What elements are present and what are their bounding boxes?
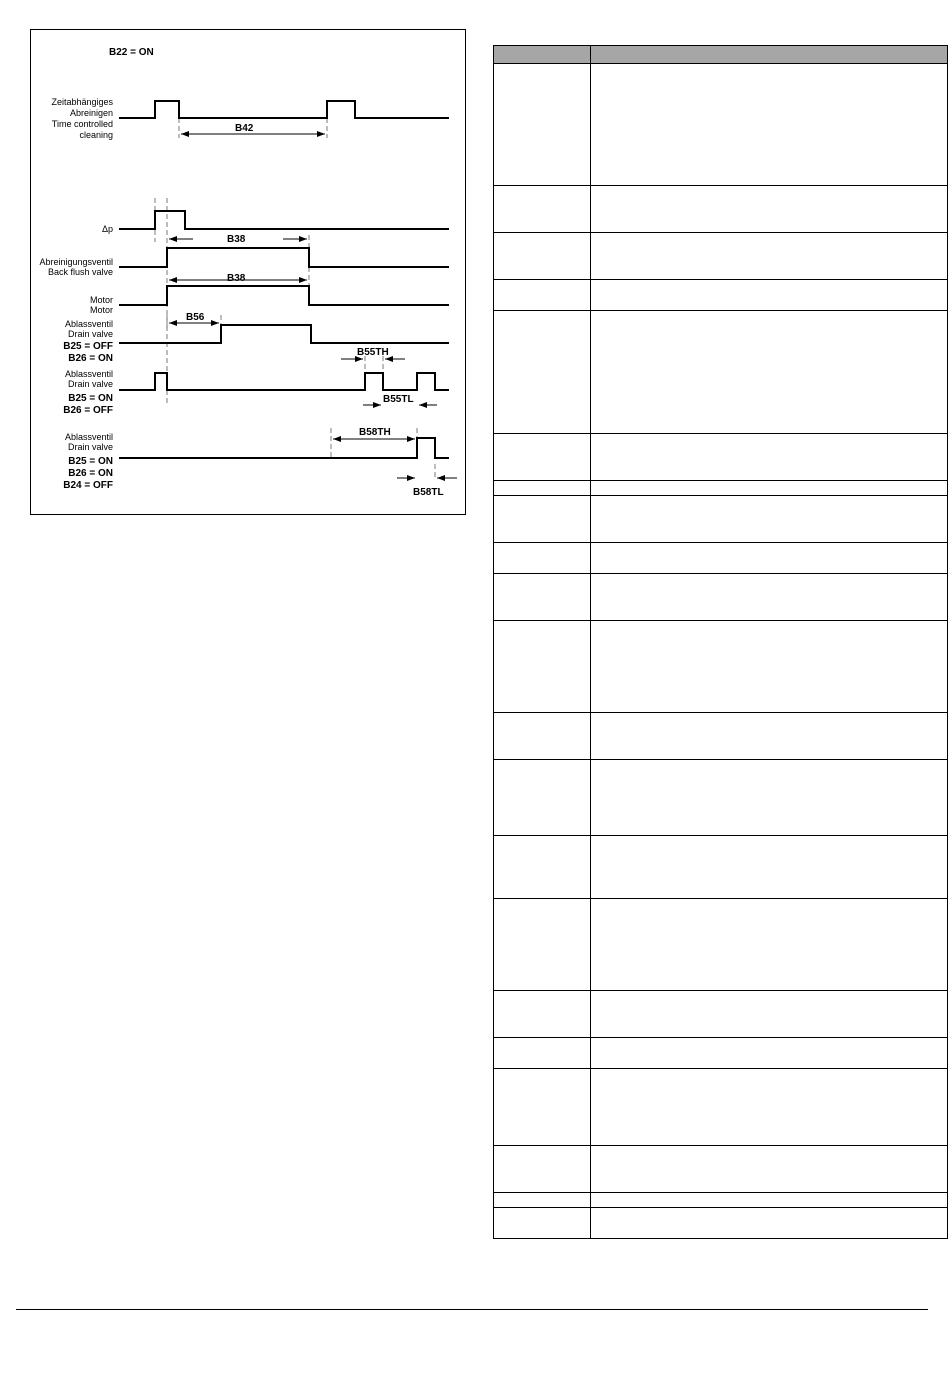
- dimension-label: B58TL: [413, 487, 444, 498]
- row-label-drain2: [63, 369, 113, 416]
- dimension-b38-motor: [169, 273, 307, 284]
- table-cell-param: [494, 543, 591, 574]
- arrow-right-icon: [317, 131, 325, 137]
- label-bold-line: B26 = OFF: [63, 405, 113, 416]
- table-cell-param: [494, 836, 591, 899]
- dimension-label: B58TH: [359, 427, 391, 438]
- dimension-label: B42: [235, 123, 254, 134]
- label-line: Motor: [89, 305, 113, 315]
- label-line: Time controlled: [51, 119, 113, 129]
- dimension-label: B38: [227, 234, 246, 245]
- table-cell-param: [494, 280, 591, 311]
- table-cell-param: [494, 760, 591, 836]
- row-label-motor: [90, 295, 113, 315]
- table-cell-param: [494, 311, 591, 434]
- dimension-b58tl: [397, 475, 457, 498]
- label-bold-line: B25 = OFF: [63, 341, 113, 352]
- table-cell-param: [494, 186, 591, 233]
- dimension-b42: [181, 123, 325, 137]
- row-label-backflush: [39, 257, 113, 277]
- table-cell-description: [591, 899, 948, 991]
- table-row: [494, 233, 948, 280]
- label-bold-line: B25 = ON: [68, 393, 113, 404]
- table-cell-param: [494, 621, 591, 713]
- label-line: Ablassventil: [64, 319, 113, 329]
- dimension-b55th: [341, 347, 405, 362]
- table-row: [494, 434, 948, 481]
- label-line: Abreinigen: [69, 108, 113, 118]
- arrow-right-icon: [373, 402, 381, 408]
- arrow-right-icon: [407, 436, 415, 442]
- label-line: Drain valve: [67, 329, 113, 339]
- dimension-b38-backflush: [169, 234, 307, 245]
- dimension-label: B56: [186, 312, 205, 323]
- parameter-table: [493, 45, 948, 1239]
- label-line: Drain valve: [67, 442, 113, 452]
- table-row: [494, 899, 948, 991]
- label-line: Ablassventil: [64, 369, 113, 379]
- table-cell-description: [591, 233, 948, 280]
- label-line: Drain valve: [67, 379, 113, 389]
- table-cell-param: [494, 496, 591, 543]
- table-cell-description: [591, 1038, 948, 1069]
- table-cell-description: [591, 574, 948, 621]
- table-row: [494, 64, 948, 186]
- label-line: Δp: [101, 224, 113, 234]
- table-cell-description: [591, 186, 948, 233]
- table-cell-description: [591, 1208, 948, 1239]
- label-bold-line: B24 = OFF: [63, 480, 113, 491]
- table-cell-description: [591, 481, 948, 496]
- table-cell-description: [591, 760, 948, 836]
- table-row: [494, 1069, 948, 1146]
- table-row: [494, 1193, 948, 1208]
- row-label-time: [51, 97, 113, 140]
- table-cell-param: [494, 1069, 591, 1146]
- arrow-right-icon: [211, 320, 219, 326]
- table-row: [494, 1146, 948, 1193]
- table-row: [494, 496, 948, 543]
- table-row: [494, 481, 948, 496]
- row-label-drain3: [63, 432, 113, 491]
- signal-dp: [119, 211, 449, 229]
- arrow-left-icon: [437, 475, 445, 481]
- table-row: [494, 280, 948, 311]
- arrow-left-icon: [181, 131, 189, 137]
- table-cell-param: [494, 1193, 591, 1208]
- table-row: [494, 760, 948, 836]
- table-cell-description: [591, 991, 948, 1038]
- table-cell-param: [494, 434, 591, 481]
- table-header-cell-param: [494, 46, 591, 64]
- dimension-label: B55TL: [383, 394, 414, 405]
- table-cell-description: [591, 621, 948, 713]
- signal-back-flush-valve: [119, 248, 449, 267]
- table-cell-description: [591, 1193, 948, 1208]
- dimension-label: B55TH: [357, 347, 389, 358]
- table-cell-param: [494, 1038, 591, 1069]
- arrow-right-icon: [299, 277, 307, 283]
- table-row: [494, 1208, 948, 1239]
- arrow-left-icon: [169, 236, 177, 242]
- arrow-left-icon: [169, 277, 177, 283]
- footer-divider: [16, 1309, 928, 1310]
- signal-drain-valve-1: [119, 325, 449, 343]
- table-row: [494, 1038, 948, 1069]
- table-cell-param: [494, 64, 591, 186]
- label-line: Abreinigungsventil: [39, 257, 113, 267]
- table-cell-param: [494, 574, 591, 621]
- table-cell-description: [591, 311, 948, 434]
- dimension-label: B38: [227, 273, 246, 284]
- dimension-b55tl: [363, 394, 437, 408]
- table-row: [494, 543, 948, 574]
- table-cell-param: [494, 991, 591, 1038]
- table-cell-param: [494, 1208, 591, 1239]
- table-cell-param: [494, 899, 591, 991]
- table-cell-description: [591, 1069, 948, 1146]
- table-cell-param: [494, 233, 591, 280]
- label-bold-line: B26 = ON: [68, 353, 113, 364]
- label-line: Back flush valve: [47, 267, 113, 277]
- table-cell-description: [591, 543, 948, 574]
- arrow-left-icon: [333, 436, 341, 442]
- label-bold-line: B25 = ON: [68, 456, 113, 467]
- table-row: [494, 713, 948, 760]
- arrow-left-icon: [169, 320, 177, 326]
- table-header-cell-description: [591, 46, 948, 64]
- dimension-b56: [169, 312, 219, 326]
- table-row: [494, 991, 948, 1038]
- label-bold-line: B26 = ON: [68, 468, 113, 479]
- label-line: Motor: [89, 295, 113, 305]
- table-cell-description: [591, 280, 948, 311]
- table-row: [494, 311, 948, 434]
- table-cell-param: [494, 713, 591, 760]
- table-cell-description: [591, 64, 948, 186]
- table-row: [494, 621, 948, 713]
- label-line: Ablassventil: [64, 432, 113, 442]
- label-line: cleaning: [79, 130, 113, 140]
- table-row: [494, 836, 948, 899]
- signal-drain-valve-3: [119, 438, 449, 458]
- table-cell-description: [591, 836, 948, 899]
- table-header-row: [494, 46, 948, 64]
- table-cell-param: [494, 481, 591, 496]
- table-cell-description: [591, 434, 948, 481]
- dimension-b58th: [333, 427, 415, 442]
- label-line: Zeitabhängiges: [51, 97, 113, 107]
- row-label-drain1: [63, 319, 113, 364]
- signal-motor: [119, 286, 449, 305]
- arrow-left-icon: [419, 402, 427, 408]
- table-body: [494, 64, 948, 1239]
- timing-diagram-svg: [31, 30, 465, 514]
- table-cell-description: [591, 713, 948, 760]
- table-row: [494, 186, 948, 233]
- table-cell-description: [591, 1146, 948, 1193]
- row-label-dp: [102, 224, 113, 234]
- arrow-right-icon: [299, 236, 307, 242]
- signal-drain-valve-2: [119, 373, 449, 390]
- signal-time-controlled-cleaning: [119, 101, 449, 118]
- table-cell-param: [494, 1146, 591, 1193]
- table-row: [494, 574, 948, 621]
- arrow-right-icon: [407, 475, 415, 481]
- timing-diagram: [30, 29, 466, 515]
- table-cell-description: [591, 496, 948, 543]
- diagram-title: B22 = ON: [109, 47, 154, 58]
